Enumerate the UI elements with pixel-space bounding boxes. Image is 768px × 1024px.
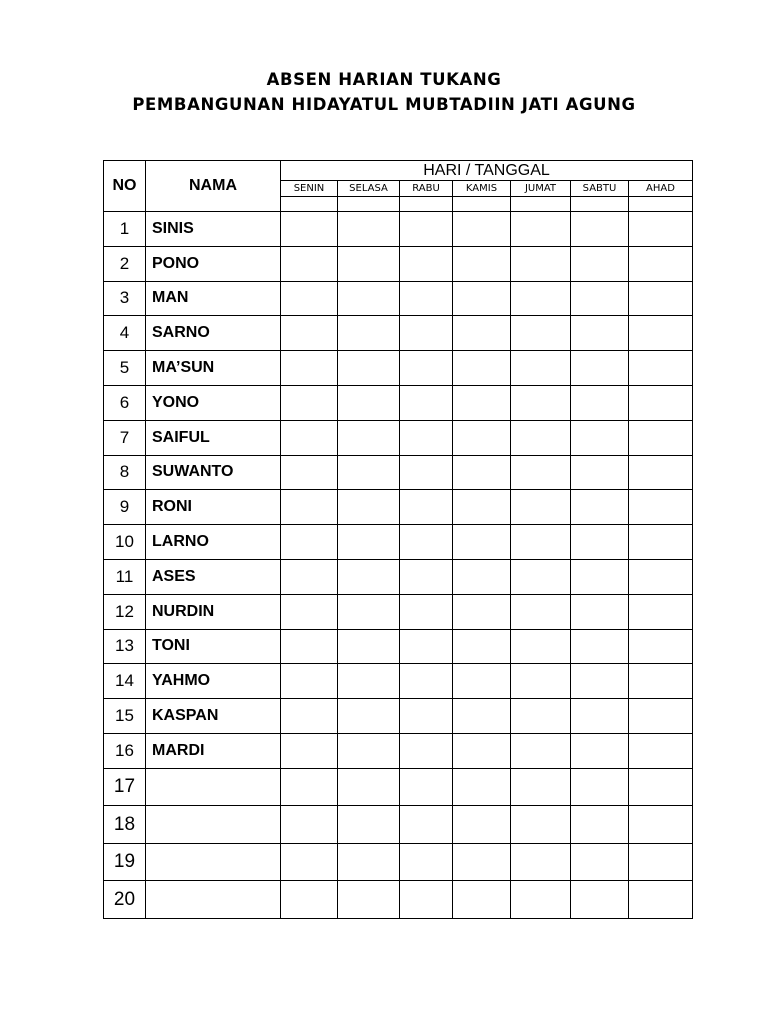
worker-name: PONO xyxy=(146,246,281,281)
attendance-cell-senin[interactable] xyxy=(281,281,338,316)
attendance-cell-senin[interactable] xyxy=(281,733,338,768)
worker-name: TONI xyxy=(146,629,281,664)
attendance-cell-kamis[interactable] xyxy=(453,733,511,768)
attendance-cell-rabu[interactable] xyxy=(400,281,453,316)
attendance-cell-ahad[interactable] xyxy=(629,246,693,281)
header-name: NAMA xyxy=(146,161,281,212)
attendance-cell-rabu[interactable] xyxy=(400,594,453,629)
attendance-cell-ahad[interactable] xyxy=(629,806,693,844)
attendance-cell-senin[interactable] xyxy=(281,664,338,699)
attendance-cell-jumat[interactable] xyxy=(511,768,571,806)
attendance-cell-senin[interactable] xyxy=(281,699,338,734)
attendance-cell-selasa[interactable] xyxy=(338,594,400,629)
attendance-cell-kamis[interactable] xyxy=(453,490,511,525)
attendance-cell-jumat[interactable] xyxy=(511,594,571,629)
attendance-cell-kamis[interactable] xyxy=(453,525,511,560)
attendance-cell-ahad[interactable] xyxy=(629,281,693,316)
attendance-cell-rabu[interactable] xyxy=(400,490,453,525)
date-cell[interactable] xyxy=(571,197,629,212)
attendance-cell-rabu[interactable] xyxy=(400,455,453,490)
attendance-cell-selasa[interactable] xyxy=(338,246,400,281)
attendance-cell-jumat[interactable] xyxy=(511,806,571,844)
worker-name: MARDI xyxy=(146,733,281,768)
table-row xyxy=(104,881,693,919)
attendance-cell-rabu[interactable] xyxy=(400,664,453,699)
attendance-cell-kamis[interactable] xyxy=(453,246,511,281)
attendance-cell-rabu[interactable] xyxy=(400,525,453,560)
attendance-cell-jumat[interactable] xyxy=(511,455,571,490)
attendance-cell-senin[interactable] xyxy=(281,525,338,560)
attendance-cell-selasa[interactable] xyxy=(338,420,400,455)
attendance-cell-jumat[interactable] xyxy=(511,316,571,351)
date-cell[interactable] xyxy=(511,197,571,212)
attendance-cell-selasa[interactable] xyxy=(338,664,400,699)
date-cell[interactable] xyxy=(400,197,453,212)
document-subtitle: PEMBANGUNAN HIDAYATUL MUBTADIIN JATI AGUNG xyxy=(132,95,636,114)
attendance-cell-jumat[interactable] xyxy=(511,490,571,525)
attendance-cell-jumat[interactable] xyxy=(511,525,571,560)
attendance-cell-rabu[interactable] xyxy=(400,351,453,386)
attendance-cell-rabu[interactable] xyxy=(400,843,453,881)
attendance-cell-sabtu[interactable] xyxy=(571,246,629,281)
document-title: ABSEN HARIAN TUKANG xyxy=(266,70,502,89)
attendance-cell-ahad[interactable] xyxy=(629,881,693,919)
table-row xyxy=(104,768,693,806)
worker-name: LARNO xyxy=(146,525,281,560)
attendance-cell-sabtu[interactable] xyxy=(571,490,629,525)
worker-name: YONO xyxy=(146,385,281,420)
attendance-cell-rabu[interactable] xyxy=(400,420,453,455)
attendance-cell-sabtu[interactable] xyxy=(571,768,629,806)
row-number: 15 xyxy=(104,699,146,734)
attendance-cell-kamis[interactable] xyxy=(453,281,511,316)
attendance-cell-ahad[interactable] xyxy=(629,490,693,525)
attendance-cell-jumat[interactable] xyxy=(511,664,571,699)
table-row xyxy=(104,455,693,490)
attendance-cell-selasa[interactable] xyxy=(338,881,400,919)
attendance-cell-selasa[interactable] xyxy=(338,455,400,490)
attendance-cell-rabu[interactable] xyxy=(400,246,453,281)
attendance-cell-sabtu[interactable] xyxy=(571,420,629,455)
attendance-cell-kamis[interactable] xyxy=(453,594,511,629)
row-number: 20 xyxy=(104,881,146,919)
attendance-cell-senin[interactable] xyxy=(281,629,338,664)
attendance-cell-kamis[interactable] xyxy=(453,212,511,247)
row-number: 3 xyxy=(104,281,146,316)
attendance-cell-senin[interactable] xyxy=(281,212,338,247)
attendance-cell-kamis[interactable] xyxy=(453,455,511,490)
attendance-cell-sabtu[interactable] xyxy=(571,629,629,664)
attendance-cell-senin[interactable] xyxy=(281,881,338,919)
worker-name: NURDIN xyxy=(146,594,281,629)
attendance-cell-ahad[interactable] xyxy=(629,768,693,806)
row-number: 1 xyxy=(104,212,146,247)
attendance-cell-sabtu[interactable] xyxy=(571,559,629,594)
worker-name xyxy=(146,806,281,844)
attendance-cell-sabtu[interactable] xyxy=(571,351,629,386)
attendance-cell-ahad[interactable] xyxy=(629,420,693,455)
table-row xyxy=(104,420,693,455)
attendance-cell-senin[interactable] xyxy=(281,843,338,881)
row-number: 5 xyxy=(104,351,146,386)
table-header xyxy=(104,161,693,212)
attendance-cell-rabu[interactable] xyxy=(400,629,453,664)
attendance-cell-selasa[interactable] xyxy=(338,351,400,386)
worker-name: YAHMO xyxy=(146,664,281,699)
attendance-cell-senin[interactable] xyxy=(281,420,338,455)
attendance-cell-senin[interactable] xyxy=(281,316,338,351)
attendance-cell-ahad[interactable] xyxy=(629,843,693,881)
attendance-cell-kamis[interactable] xyxy=(453,768,511,806)
header-day-senin: SENIN xyxy=(281,181,338,197)
attendance-cell-selasa[interactable] xyxy=(338,699,400,734)
attendance-cell-ahad[interactable] xyxy=(629,525,693,560)
worker-name xyxy=(146,881,281,919)
attendance-cell-senin[interactable] xyxy=(281,351,338,386)
attendance-cell-selasa[interactable] xyxy=(338,559,400,594)
row-number: 11 xyxy=(104,559,146,594)
table-row xyxy=(104,385,693,420)
table-row xyxy=(104,699,693,734)
header-no: NO xyxy=(104,161,146,212)
table-row xyxy=(104,806,693,844)
attendance-cell-sabtu[interactable] xyxy=(571,455,629,490)
attendance-cell-senin[interactable] xyxy=(281,594,338,629)
attendance-cell-selasa[interactable] xyxy=(338,843,400,881)
attendance-cell-ahad[interactable] xyxy=(629,455,693,490)
row-number: 10 xyxy=(104,525,146,560)
worker-name: SAIFUL xyxy=(146,420,281,455)
attendance-cell-senin[interactable] xyxy=(281,385,338,420)
table-row xyxy=(104,629,693,664)
attendance-cell-rabu[interactable] xyxy=(400,212,453,247)
worker-name xyxy=(146,843,281,881)
table-row xyxy=(104,525,693,560)
attendance-cell-jumat[interactable] xyxy=(511,246,571,281)
attendance-cell-senin[interactable] xyxy=(281,455,338,490)
attendance-cell-kamis[interactable] xyxy=(453,420,511,455)
table-row xyxy=(104,246,693,281)
attendance-cell-senin[interactable] xyxy=(281,490,338,525)
attendance-cell-senin[interactable] xyxy=(281,246,338,281)
attendance-cell-ahad[interactable] xyxy=(629,559,693,594)
attendance-cell-rabu[interactable] xyxy=(400,385,453,420)
table-row xyxy=(104,281,693,316)
attendance-cell-jumat[interactable] xyxy=(511,351,571,386)
attendance-cell-kamis[interactable] xyxy=(453,316,511,351)
attendance-cell-sabtu[interactable] xyxy=(571,699,629,734)
attendance-cell-senin[interactable] xyxy=(281,806,338,844)
attendance-cell-kamis[interactable] xyxy=(453,843,511,881)
attendance-cell-ahad[interactable] xyxy=(629,629,693,664)
worker-name: ASES xyxy=(146,559,281,594)
table-row xyxy=(104,351,693,386)
date-cell[interactable] xyxy=(281,197,338,212)
attendance-cell-kamis[interactable] xyxy=(453,351,511,386)
attendance-cell-kamis[interactable] xyxy=(453,629,511,664)
attendance-table xyxy=(103,160,693,919)
attendance-cell-kamis[interactable] xyxy=(453,664,511,699)
attendance-cell-kamis[interactable] xyxy=(453,559,511,594)
table-row xyxy=(104,559,693,594)
attendance-cell-jumat[interactable] xyxy=(511,881,571,919)
attendance-cell-jumat[interactable] xyxy=(511,559,571,594)
row-number: 9 xyxy=(104,490,146,525)
row-number: 16 xyxy=(104,733,146,768)
table-row xyxy=(104,316,693,351)
attendance-cell-selasa[interactable] xyxy=(338,525,400,560)
attendance-cell-sabtu[interactable] xyxy=(571,212,629,247)
worker-name: SUWANTO xyxy=(146,455,281,490)
attendance-cell-jumat[interactable] xyxy=(511,733,571,768)
table-body xyxy=(104,212,693,919)
attendance-cell-ahad[interactable] xyxy=(629,733,693,768)
row-number: 19 xyxy=(104,843,146,881)
attendance-cell-selasa[interactable] xyxy=(338,490,400,525)
row-number: 4 xyxy=(104,316,146,351)
attendance-cell-jumat[interactable] xyxy=(511,420,571,455)
attendance-cell-rabu[interactable] xyxy=(400,881,453,919)
header-day-selasa: SELASA xyxy=(338,181,400,197)
worker-name: SARNO xyxy=(146,316,281,351)
row-number: 18 xyxy=(104,806,146,844)
row-number: 12 xyxy=(104,594,146,629)
attendance-cell-sabtu[interactable] xyxy=(571,525,629,560)
row-number: 14 xyxy=(104,664,146,699)
attendance-cell-sabtu[interactable] xyxy=(571,806,629,844)
attendance-cell-selasa[interactable] xyxy=(338,733,400,768)
attendance-cell-sabtu[interactable] xyxy=(571,385,629,420)
header-day-kamis: KAMIS xyxy=(453,181,511,197)
row-number: 2 xyxy=(104,246,146,281)
attendance-cell-selasa[interactable] xyxy=(338,768,400,806)
attendance-cell-ahad[interactable] xyxy=(629,351,693,386)
attendance-cell-rabu[interactable] xyxy=(400,559,453,594)
header-day-date: HARI / TANGGAL xyxy=(281,161,693,181)
attendance-cell-sabtu[interactable] xyxy=(571,664,629,699)
attendance-cell-selasa[interactable] xyxy=(338,629,400,664)
worker-name: KASPAN xyxy=(146,699,281,734)
attendance-cell-jumat[interactable] xyxy=(511,281,571,316)
worker-name: MA’SUN xyxy=(146,351,281,386)
attendance-cell-ahad[interactable] xyxy=(629,316,693,351)
header-day-rabu: RABU xyxy=(400,181,453,197)
row-number: 13 xyxy=(104,629,146,664)
date-cell[interactable] xyxy=(453,197,511,212)
attendance-cell-selasa[interactable] xyxy=(338,212,400,247)
table-row xyxy=(104,490,693,525)
attendance-cell-ahad[interactable] xyxy=(629,699,693,734)
worker-name: MAN xyxy=(146,281,281,316)
attendance-cell-kamis[interactable] xyxy=(453,385,511,420)
attendance-cell-selasa[interactable] xyxy=(338,316,400,351)
table-row xyxy=(104,212,693,247)
header-day-jumat: JUMAT xyxy=(511,181,571,197)
attendance-cell-selasa[interactable] xyxy=(338,806,400,844)
attendance-cell-sabtu[interactable] xyxy=(571,843,629,881)
table-row xyxy=(104,594,693,629)
attendance-cell-jumat[interactable] xyxy=(511,629,571,664)
attendance-cell-jumat[interactable] xyxy=(511,212,571,247)
attendance-cell-rabu[interactable] xyxy=(400,733,453,768)
attendance-cell-jumat[interactable] xyxy=(511,843,571,881)
attendance-cell-sabtu[interactable] xyxy=(571,881,629,919)
attendance-cell-sabtu[interactable] xyxy=(571,733,629,768)
table-row xyxy=(104,664,693,699)
attendance-cell-ahad[interactable] xyxy=(629,664,693,699)
attendance-cell-sabtu[interactable] xyxy=(571,594,629,629)
row-number: 7 xyxy=(104,420,146,455)
attendance-cell-kamis[interactable] xyxy=(453,699,511,734)
table-row xyxy=(104,733,693,768)
worker-name: RONI xyxy=(146,490,281,525)
attendance-cell-jumat[interactable] xyxy=(511,699,571,734)
row-number: 8 xyxy=(104,455,146,490)
row-number: 17 xyxy=(104,768,146,806)
header-day-ahad: AHAD xyxy=(629,181,693,197)
attendance-cell-kamis[interactable] xyxy=(453,881,511,919)
attendance-cell-ahad[interactable] xyxy=(629,594,693,629)
table-row xyxy=(104,843,693,881)
attendance-cell-ahad[interactable] xyxy=(629,385,693,420)
attendance-cell-selasa[interactable] xyxy=(338,385,400,420)
attendance-cell-jumat[interactable] xyxy=(511,385,571,420)
row-number: 6 xyxy=(104,385,146,420)
header-day-sabtu: SABTU xyxy=(571,181,629,197)
attendance-cell-ahad[interactable] xyxy=(629,212,693,247)
attendance-cell-rabu[interactable] xyxy=(400,806,453,844)
attendance-cell-senin[interactable] xyxy=(281,768,338,806)
date-cell[interactable] xyxy=(338,197,400,212)
date-cell[interactable] xyxy=(629,197,693,212)
attendance-cell-rabu[interactable] xyxy=(400,316,453,351)
attendance-cell-senin[interactable] xyxy=(281,559,338,594)
attendance-cell-sabtu[interactable] xyxy=(571,281,629,316)
attendance-cell-sabtu[interactable] xyxy=(571,316,629,351)
attendance-cell-kamis[interactable] xyxy=(453,806,511,844)
attendance-cell-rabu[interactable] xyxy=(400,768,453,806)
attendance-cell-rabu[interactable] xyxy=(400,699,453,734)
worker-name xyxy=(146,768,281,806)
attendance-cell-selasa[interactable] xyxy=(338,281,400,316)
worker-name: SINIS xyxy=(146,212,281,247)
